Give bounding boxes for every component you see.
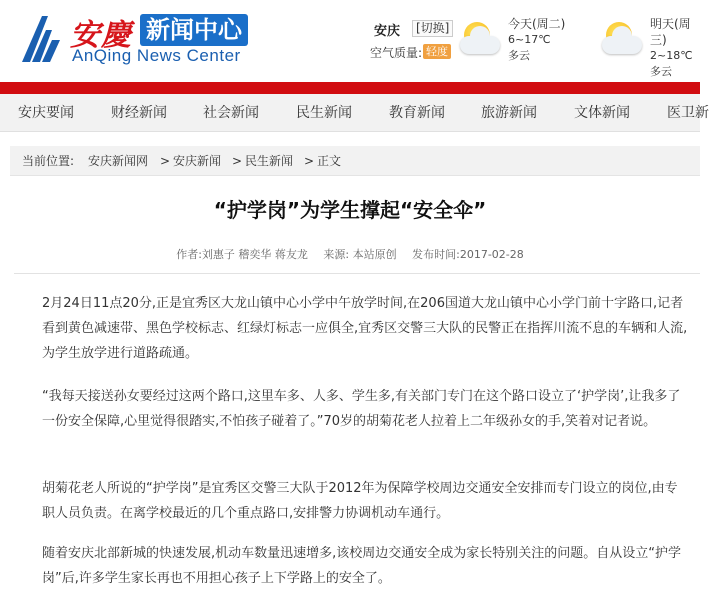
site-header (0, 0, 700, 82)
weather-tomorrow (650, 16, 700, 80)
nav-item-education[interactable]: 教育新闻 (389, 105, 445, 121)
logo-text-anqing[interactable]: 安慶 (70, 18, 132, 53)
air-quality-label: 空气质量: (370, 46, 423, 60)
article-author: 作者:刘惠子 稽奕华 蒋友龙 (176, 248, 308, 261)
nav-item-anqing-news[interactable]: 安庆要闻 (18, 105, 74, 121)
logo-icon[interactable] (20, 14, 64, 64)
article-paragraph: “我每天接送孙女要经过这两个路口,这里车多、人多、学生多,有关部门专门在这个路口设立了‘护学岗’,让我多了一份安全保障,心里觉得很踏实,不怕孩子碰着了。”70岁的胡菊花老人拉着上二年级孙女的手,笑着对记者说。 (42, 389, 681, 429)
nav-item-culture-sports[interactable]: 文体新闻 (574, 105, 630, 121)
meta-divider (14, 273, 700, 274)
breadcrumb-separator: > (160, 154, 171, 168)
weather-tomorrow-temp: 2~18℃ (650, 49, 693, 62)
article-time: 发布时间:2017-02-28 (412, 248, 524, 261)
article-paragraph: 2月24日11点20分,正是宜秀区大龙山镇中心小学中午放学时间,在206国道大龙山镇中心小学门前十字路口,记者看到黄色减速带、黑色学校标志、红绿灯标志一应俱全,宜秀区交警三大队的民警正在指挥川流不息的车辆和人流,为学生放学进行道路疏通。 (42, 296, 688, 361)
nav-item-society[interactable]: 社会新闻 (203, 105, 259, 121)
city-name: 安庆 (374, 24, 401, 39)
weather-tomorrow-desc: 多云 (650, 65, 672, 78)
breadcrumb-item-site[interactable]: 安庆新闻网 (88, 154, 149, 168)
cloudy-sun-icon (460, 22, 500, 56)
nav-item-finance[interactable]: 财经新闻 (111, 105, 167, 121)
breadcrumb-label: 当前位置: (22, 154, 75, 168)
weather-today (508, 16, 565, 64)
article-source: 来源: 本站原创 (323, 248, 397, 261)
logo-text-news-center[interactable]: 新闻中心 (140, 14, 248, 46)
breadcrumb-item-current: 正文 (317, 154, 342, 168)
article-paragraph: 随着安庆北部新城的快速发展,机动车数量迅速增多,该校周边交通安全成为家长特别关注的问题。自从设立“护学岗”后,许多学生家长再也不用担心孩子上下学路上的安全了。 (42, 546, 682, 586)
nav-item-health[interactable]: 医卫新 (667, 105, 709, 121)
nav-item-livelihood[interactable]: 民生新闻 (296, 105, 352, 121)
breadcrumb (10, 146, 700, 176)
breadcrumb-separator: > (304, 154, 315, 168)
breadcrumb-item-livelihood[interactable]: 民生新闻 (245, 154, 294, 168)
header-red-band (0, 82, 700, 94)
breadcrumb-item-anqing-news[interactable]: 安庆新闻 (173, 154, 222, 168)
article-meta (0, 246, 700, 262)
air-quality-badge: 轻度 (423, 44, 451, 59)
article-paragraph: 胡菊花老人所说的“护学岗”是宜秀区交警三大队于2012年为保障学校周边交通安全安排而专门设立的岗位,由专职人员负责。在离学校最近的几个重点路口,安排警力协调机动车通行。 (42, 481, 678, 521)
weather-today-desc: 多云 (508, 49, 530, 62)
breadcrumb-separator: > (232, 154, 243, 168)
weather-tomorrow-day: 明天(周三) (650, 17, 691, 47)
cloudy-sun-icon (602, 22, 642, 56)
weather-today-temp: 6~17℃ (508, 33, 551, 46)
article-title: “护学岗”为学生撑起“安全伞” (213, 198, 487, 222)
main-nav (0, 94, 709, 132)
weather-today-day: 今天(周二) (508, 17, 566, 31)
logo-text-english: AnQing News Center (72, 46, 241, 65)
city-switch-button[interactable]: [切换] (412, 20, 453, 37)
nav-item-travel[interactable]: 旅游新闻 (481, 105, 537, 121)
